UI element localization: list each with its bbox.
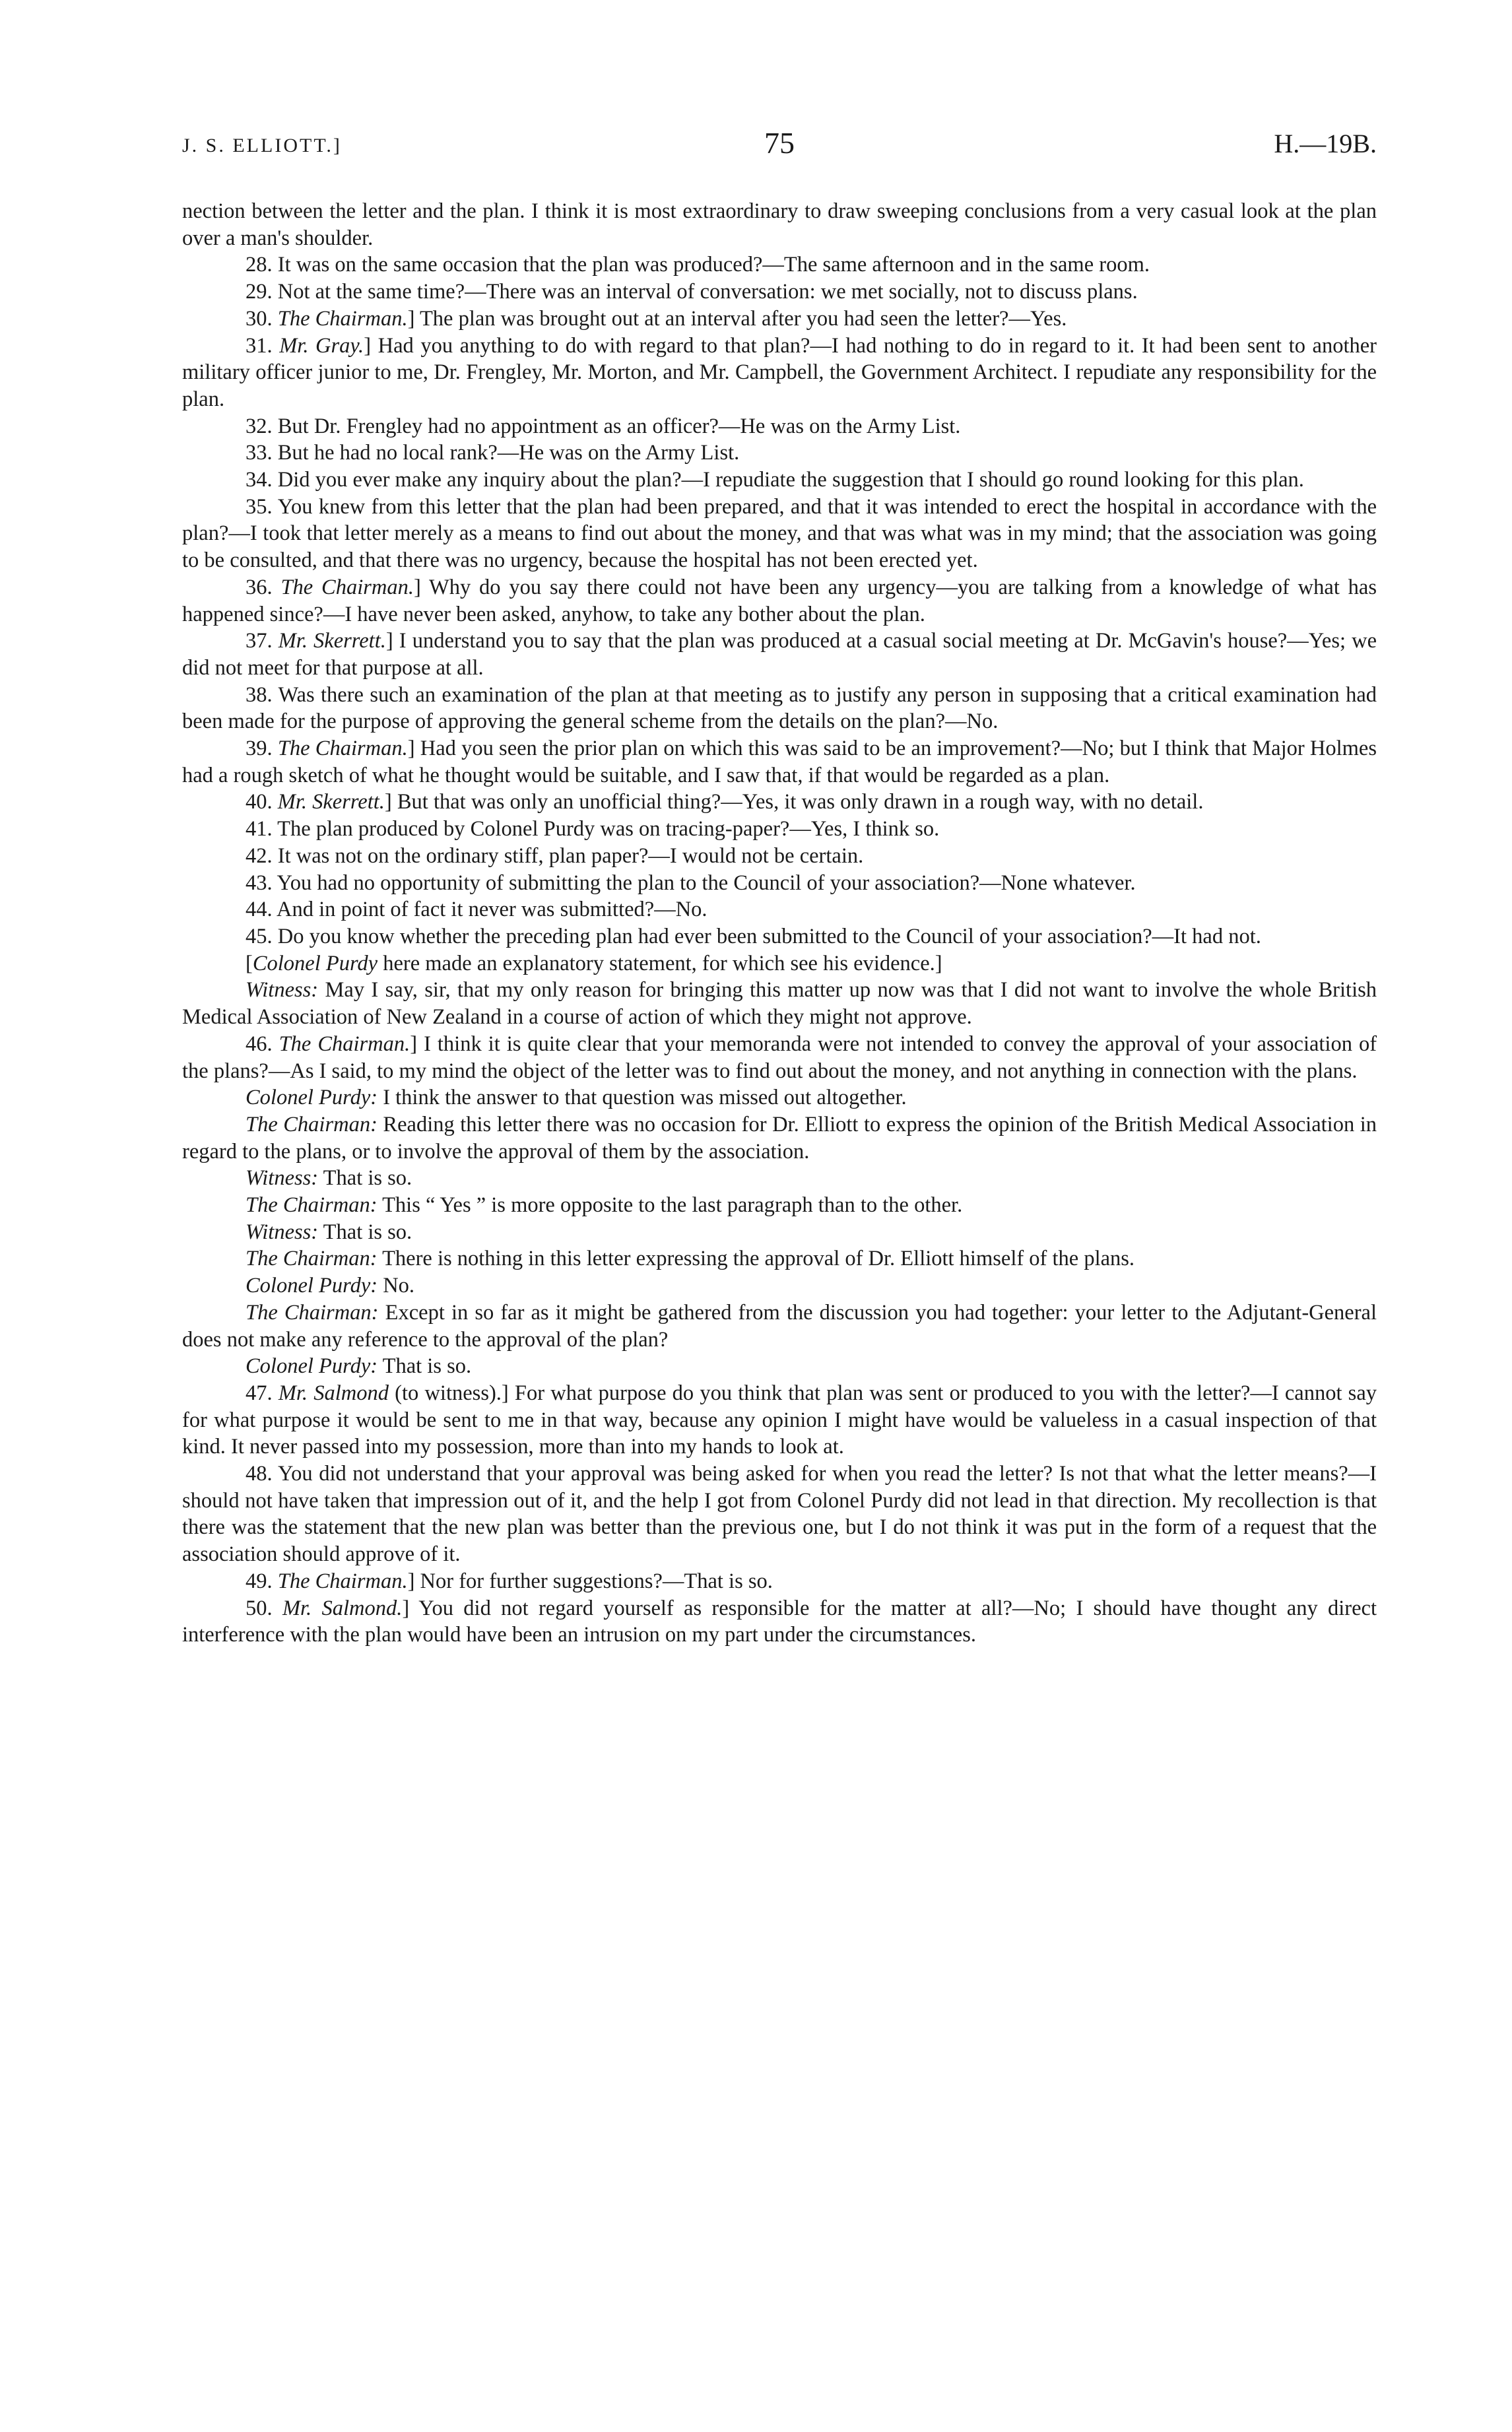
question-number: 30.	[246, 306, 278, 331]
paragraph-text: I think the answer to that question was missed out altogether.	[378, 1086, 907, 1110]
paragraph	[182, 1031, 1377, 1084]
paragraph-text: There is nothing in this letter expressing the approval of Dr. Elliott himself of the plans.	[377, 1247, 1135, 1271]
paragraph	[182, 870, 1377, 897]
speaker-bracket: ]	[402, 1596, 410, 1620]
question-number: 35.	[246, 494, 278, 519]
paragraph	[182, 251, 1377, 279]
speaker-name: The Chairman:	[246, 1112, 378, 1136]
speaker-bracket: ]	[407, 1569, 415, 1593]
speaker-name: Mr. Gray.	[279, 333, 364, 358]
paragraph	[182, 1461, 1377, 1568]
question-number: 31.	[246, 333, 280, 358]
speaker-bracket: ]	[407, 737, 415, 761]
paragraph	[182, 574, 1377, 628]
speaker-name: Mr. Salmond.	[282, 1596, 403, 1620]
paragraph	[182, 1192, 1377, 1219]
paragraph-text: Did you ever make any inquiry about the plan?—I repudiate the suggestion that I should go round looking for this plan.	[277, 468, 1304, 492]
paragraph-text: Nor for further suggestions?—That is so.	[414, 1569, 773, 1593]
paragraph	[182, 1084, 1377, 1111]
question-number: 43.	[246, 871, 277, 895]
question-number: 39.	[246, 737, 278, 761]
evidence-text	[182, 198, 1377, 1649]
paragraph	[182, 789, 1377, 816]
speaker-name: Mr. Skerrett.	[278, 629, 386, 653]
speaker-bracket: ]	[384, 790, 392, 814]
question-number: 33.	[246, 441, 278, 465]
paragraph-text: It was on the same occasion that the plan was produced?—The same afternoon and in the same room.	[277, 253, 1150, 277]
speaker-name: The Chairman.	[280, 575, 414, 599]
question-number: 45.	[246, 924, 278, 948]
speaker-name: The Chairman.	[277, 737, 408, 761]
question-number: 46.	[246, 1032, 279, 1056]
paragraph-text: nection between the letter and the plan. I think it is most extraordinary to draw sweeping conclusions from a very casual look at the plan over a man's shoulder.	[182, 199, 1377, 250]
bracket-open: [	[246, 951, 253, 975]
question-number: 36.	[246, 575, 281, 599]
header-witness-name: J. S. ELLIOTT.]	[182, 135, 342, 156]
editorial-note: here made an explanatory statement, for which see his evidence.]	[378, 951, 942, 975]
speaker-name: The Chairman:	[246, 1247, 378, 1271]
paragraph-text: That is so.	[378, 1354, 472, 1379]
speaker-bracket: ]	[385, 629, 393, 653]
speaker-bracket: ]	[413, 575, 421, 599]
paragraph	[182, 413, 1377, 440]
speaker-name: Witness:	[246, 978, 319, 1002]
question-number: 49.	[246, 1569, 278, 1593]
speaker-name: Witness:	[246, 1166, 319, 1191]
speaker-name: The Chairman:	[246, 1193, 378, 1218]
paragraph-text: (to witness).] For what purpose do you think that plan was sent or produced to you with the letter?—I cannot say for what purpose it would be sent to me in that way, because any opinion I might have would be valueless in a casual inspection of that kind. It never passed into my possession, more than into my hands to look at.	[182, 1381, 1377, 1459]
speaker-bracket: ]	[407, 306, 415, 331]
speaker-bracket: ]	[410, 1032, 418, 1056]
question-number: 40.	[246, 790, 278, 814]
paragraph	[182, 1272, 1377, 1299]
speaker-name: Colonel Purdy:	[246, 1354, 378, 1379]
question-number: 44.	[246, 898, 277, 922]
paragraph	[182, 306, 1377, 333]
paragraph	[182, 1219, 1377, 1246]
paragraph-text: Do you know whether the preceding plan had ever been submitted to the Council of your association?—It had not.	[277, 924, 1261, 948]
question-number: 32.	[246, 414, 278, 438]
paragraph	[182, 279, 1377, 306]
paragraph	[182, 1165, 1377, 1192]
speaker-name: Colonel Purdy:	[246, 1274, 378, 1298]
paragraph	[182, 1353, 1377, 1380]
paragraph	[182, 198, 1377, 251]
paragraph	[182, 923, 1377, 950]
paragraph	[182, 735, 1377, 789]
paragraph-text: The plan was brought out at an interval after you had seen the letter?—Yes.	[414, 306, 1067, 331]
document-reference: H.—19B.	[1274, 129, 1377, 158]
paragraph	[182, 682, 1377, 735]
paragraph-text: Except in so far as it might be gathered from the discussion you had together: your letter to the Adjutant-General does not make any reference to the approval of the plan?	[182, 1300, 1377, 1352]
speaker-name: Colonel Purdy:	[246, 1086, 378, 1110]
page-header	[182, 125, 1377, 172]
speaker-name: The Chairman.	[277, 306, 408, 331]
paragraph	[182, 1245, 1377, 1272]
paragraph-text: But that was only an unofficial thing?—Yes, it was only drawn in a rough way, with no detail.	[391, 790, 1204, 814]
question-number: 48.	[246, 1462, 278, 1486]
question-number: 38.	[246, 682, 279, 707]
paragraph-text: You had no opportunity of submitting the plan to the Council of your association?—None whatever.	[277, 871, 1136, 895]
paragraph-text: This “ Yes ” is more opposite to the last paragraph than to the other.	[377, 1193, 963, 1218]
paragraph-text: But Dr. Frengley had no appointment as an officer?—He was on the Army List.	[277, 414, 961, 438]
paragraph-text: No.	[378, 1274, 415, 1298]
question-number: 42.	[246, 843, 278, 868]
paragraph-text: The plan produced by Colonel Purdy was on tracing-paper?—Yes, I think so.	[277, 817, 940, 841]
paragraph	[182, 896, 1377, 923]
paragraph	[182, 1299, 1377, 1353]
paragraph-text: May I say, sir, that my only reason for bringing this matter up now was that I did not want to involve the whole British Medical Association of New Zealand in a course of action of which they might not approve.	[182, 978, 1377, 1030]
paragraph-text: And in point of fact it never was submitted?—No.	[276, 898, 707, 922]
paragraph	[182, 333, 1377, 413]
speaker-name: Mr. Salmond	[278, 1381, 389, 1405]
paragraph-text: Had you anything to do with regard to that plan?—I had nothing to do in regard to it. It had been sent to another military officer junior to me, Dr. Frengley, Mr. Morton, and Mr. Campbell, the Government Architect. I repudiate any responsibility for the plan.	[182, 333, 1377, 411]
paragraph	[182, 1111, 1377, 1165]
paragraph	[182, 843, 1377, 870]
paragraph	[182, 1568, 1377, 1595]
paragraph-text: Was there such an examination of the plan at that meeting as to justify any person in supposing that a critical examination had been made for the purpose of approving the general scheme from the details on the plan?—No.	[182, 682, 1377, 734]
question-number: 28.	[246, 253, 278, 277]
paragraph-text: That is so.	[318, 1220, 412, 1244]
question-number: 47.	[246, 1381, 279, 1405]
speaker-name: The Chairman.	[277, 1569, 408, 1593]
question-number: 41.	[246, 817, 278, 841]
paragraph-text: You knew from this letter that the plan had been prepared, and that it was intended to erect the hospital in accordance with the plan?—I took that letter merely as a means to find out about the money, and that was what was in my mind; that the association was going to be consulted, and that there was no urgency, because the hospital has not been erected yet.	[182, 494, 1377, 573]
paragraph-text: That is so.	[318, 1166, 412, 1191]
paragraph	[182, 440, 1377, 467]
paragraph-text: I understand you to say that the plan was produced at a casual social meeting at Dr. McGavin's house?—Yes; we did not meet for that purpose at all.	[182, 629, 1377, 680]
paragraph-text: Reading this letter there was no occasion for Dr. Elliott to express the opinion of the British Medical Association in regard to the plans, or to involve the approval of them by the association.	[182, 1112, 1377, 1164]
paragraph-text: Not at the same time?—There was an interval of conversation: we met socially, not to discuss plans.	[277, 280, 1138, 304]
paragraph-text: You did not understand that your approval was being asked for when you read the letter? Is not that what the letter means?—I should not have taken that impression out of it, and the help I got from Colonel Purdy did not lead in that direction. My recollection is that there was the statement that the new plan was better than the previous one, but I do not think it was put in the form of a request that the association should approve of it.	[182, 1462, 1377, 1567]
speaker-name: Mr. Skerrett.	[277, 790, 385, 814]
paragraph-text: I think it is quite clear that your memoranda were not intended to convey the approval of your association of the plans?—As I said, to my mind the object of the letter was to find out about the money, and not anything in connection with the plans.	[182, 1032, 1377, 1083]
paragraph	[182, 1595, 1377, 1649]
paragraph-text: You did not regard yourself as responsible for the matter at all?—No; I should have thought any direct interference with the plan would have been an intrusion on my part under the circumstances.	[182, 1596, 1377, 1647]
speaker-name: The Chairman:	[246, 1300, 379, 1325]
paragraph-text: It was not on the ordinary stiff, plan paper?—I would not be certain.	[277, 843, 864, 868]
paragraph	[182, 1380, 1377, 1461]
question-number: 50.	[246, 1596, 282, 1620]
paragraph	[182, 494, 1377, 574]
question-number: 29.	[246, 280, 278, 304]
paragraph	[182, 467, 1377, 494]
paragraph	[182, 977, 1377, 1030]
question-number: 34.	[246, 468, 278, 492]
question-number: 37.	[246, 629, 279, 653]
speaker-name: The Chairman.	[279, 1032, 411, 1056]
speaker-name: Witness:	[246, 1220, 319, 1244]
paragraph	[182, 950, 1377, 977]
paragraph-text: But he had no local rank?—He was on the Army List.	[277, 441, 740, 465]
paragraph	[182, 628, 1377, 681]
speaker-bracket: ]	[364, 333, 372, 358]
paragraph	[182, 816, 1377, 843]
page-number: 75	[764, 126, 795, 160]
paragraph-text: Had you seen the prior plan on which this was said to be an improvement?—No; but I think that Major Holmes had a rough sketch of what he thought would be suitable, and I saw that, if that would be regarded as a plan.	[182, 737, 1377, 787]
speaker-name: Colonel Purdy	[252, 951, 378, 975]
paragraph-text: Why do you say there could not have been any urgency—you are talking from a knowledge of what has happened since?—I have never been asked, anyhow, to take any bother about the plan.	[182, 575, 1377, 626]
